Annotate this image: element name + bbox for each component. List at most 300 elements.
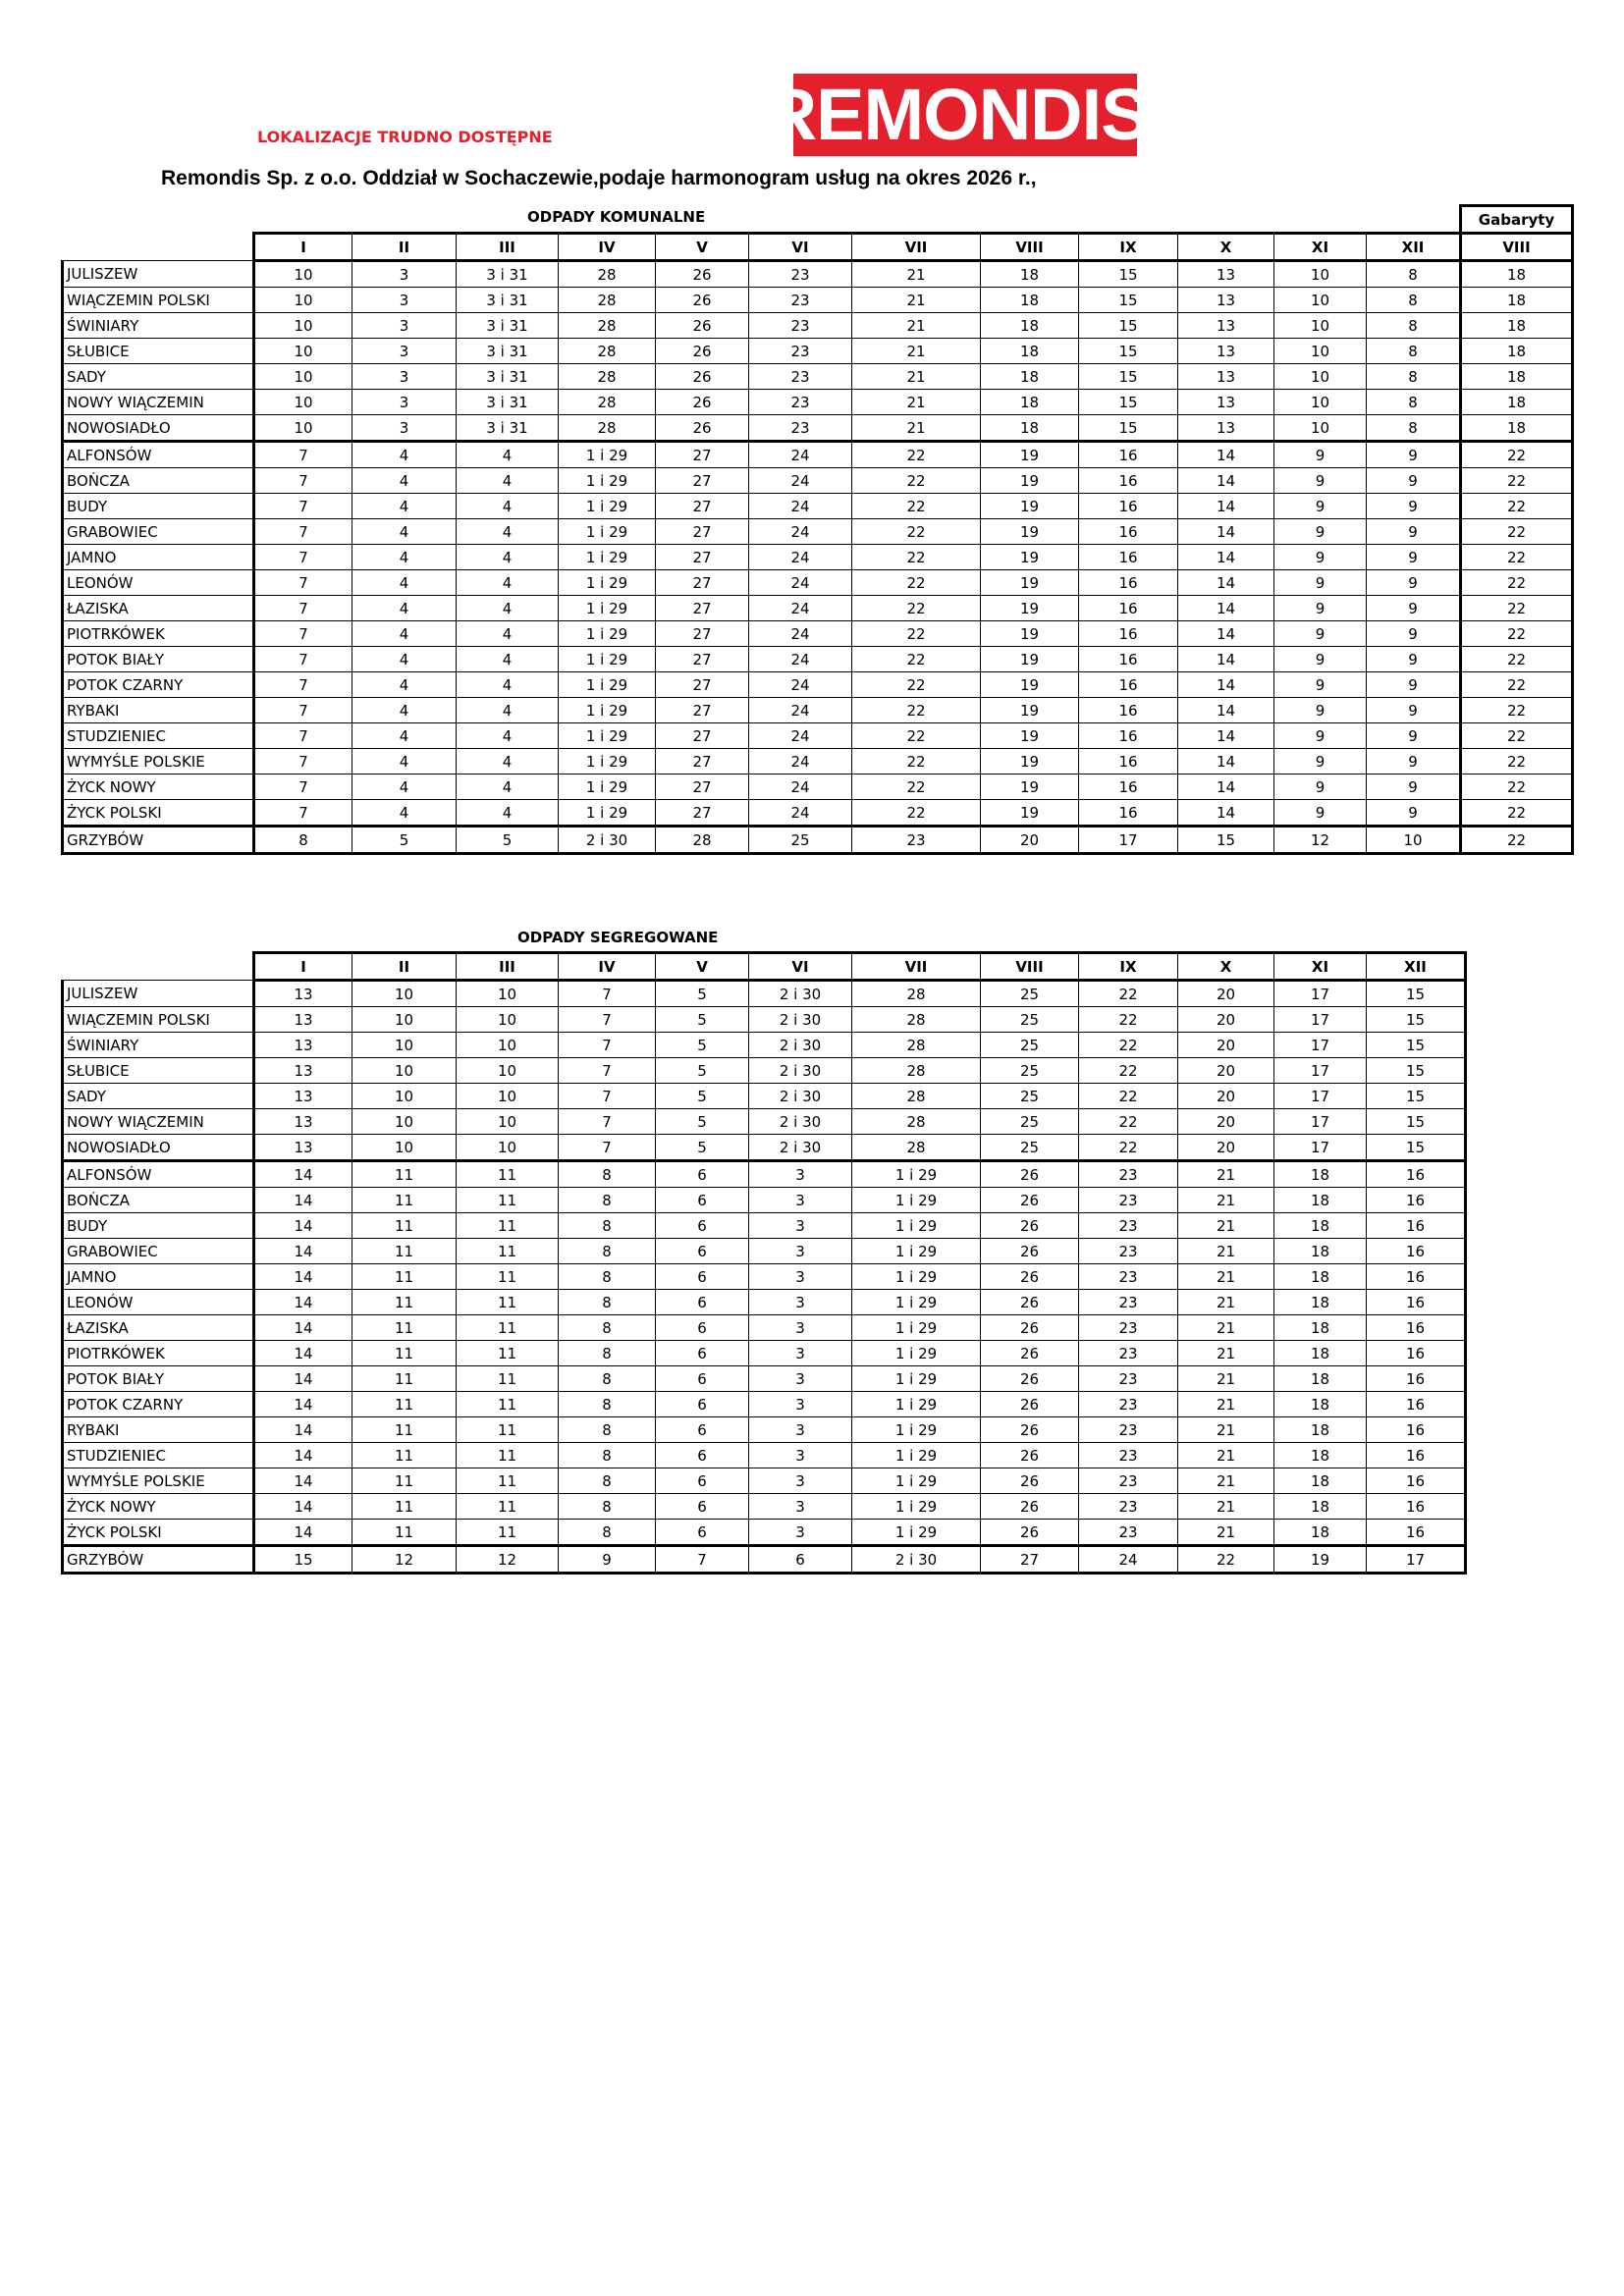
date-cell: 3 i 31 <box>457 364 559 390</box>
komunalne-table <box>61 204 1574 855</box>
date-cell: 4 <box>457 442 559 468</box>
month-header: I <box>254 234 352 261</box>
date-cell: 23 <box>1079 1290 1178 1315</box>
table-row <box>63 981 1466 1007</box>
date-cell: 21 <box>1178 1392 1274 1417</box>
location-name: WIĄCZEMIN POLSKI <box>63 288 254 313</box>
date-cell: 21 <box>1178 1264 1274 1290</box>
date-cell: 2 i 30 <box>749 1135 852 1161</box>
date-cell: 4 <box>352 800 457 827</box>
date-cell: 16 <box>1079 774 1178 800</box>
date-cell: 4 <box>352 570 457 596</box>
date-cell: 22 <box>852 749 981 774</box>
table-row <box>63 570 1573 596</box>
date-cell: 25 <box>981 1058 1079 1084</box>
date-cell: 3 <box>352 288 457 313</box>
date-cell: 6 <box>656 1417 749 1443</box>
date-cell: 26 <box>981 1366 1079 1392</box>
date-cell: 9 <box>1274 545 1367 570</box>
date-cell: 5 <box>656 1007 749 1033</box>
date-cell: 28 <box>559 415 656 442</box>
date-cell: 25 <box>981 981 1079 1007</box>
date-cell: 23 <box>1079 1366 1178 1392</box>
date-cell: 25 <box>981 1033 1079 1058</box>
date-cell: 19 <box>981 698 1079 723</box>
date-cell: 3 <box>749 1494 852 1520</box>
location-name: RYBAKI <box>63 1417 254 1443</box>
date-cell: 9 <box>1367 570 1461 596</box>
location-name: SŁUBICE <box>63 339 254 364</box>
table-row <box>63 1494 1466 1520</box>
table-row <box>63 1135 1466 1161</box>
table-row <box>63 1188 1466 1213</box>
date-cell: 11 <box>457 1494 559 1520</box>
date-cell: 16 <box>1367 1290 1466 1315</box>
date-cell: 9 <box>1367 749 1461 774</box>
date-cell: 28 <box>852 1033 981 1058</box>
date-cell: 11 <box>352 1315 457 1341</box>
date-cell: 1 i 29 <box>852 1520 981 1546</box>
date-cell: 3 <box>749 1213 852 1239</box>
date-cell: 8 <box>559 1468 656 1494</box>
date-cell: 26 <box>656 339 749 364</box>
date-cell: 15 <box>1367 1007 1466 1033</box>
date-cell: 22 <box>852 647 981 672</box>
date-cell: 6 <box>749 1546 852 1574</box>
date-cell: 26 <box>656 364 749 390</box>
date-cell: 7 <box>559 1007 656 1033</box>
location-name: STUDZIENIEC <box>63 1443 254 1468</box>
date-cell: 2 i 30 <box>559 827 656 854</box>
month-header: I <box>254 953 352 981</box>
date-cell: 24 <box>749 570 852 596</box>
date-cell: 8 <box>1367 288 1461 313</box>
date-cell: 14 <box>254 1443 352 1468</box>
date-cell: 8 <box>559 1290 656 1315</box>
date-cell: 27 <box>656 647 749 672</box>
date-cell: 22 <box>1079 1135 1178 1161</box>
location-name: SADY <box>63 1084 254 1109</box>
date-cell: 4 <box>352 749 457 774</box>
date-cell: 7 <box>559 1084 656 1109</box>
date-cell: 14 <box>1178 494 1274 519</box>
date-cell: 19 <box>981 749 1079 774</box>
date-cell: 27 <box>656 596 749 621</box>
date-cell: 21 <box>1178 1290 1274 1315</box>
date-cell: 8 <box>559 1341 656 1366</box>
date-cell: 23 <box>1079 1213 1178 1239</box>
date-cell: 24 <box>749 698 852 723</box>
date-cell: 27 <box>656 698 749 723</box>
table-row <box>63 647 1573 672</box>
date-cell: 22 <box>852 698 981 723</box>
date-cell: 15 <box>1079 288 1178 313</box>
date-cell: 2 i 30 <box>749 1033 852 1058</box>
date-cell: 9 <box>1367 596 1461 621</box>
date-cell: 13 <box>1178 261 1274 288</box>
date-cell: 3 <box>352 261 457 288</box>
location-name: SADY <box>63 364 254 390</box>
date-cell: 6 <box>656 1188 749 1213</box>
date-cell: 9 <box>1274 570 1367 596</box>
date-cell: 9 <box>1274 494 1367 519</box>
date-cell: 22 <box>852 672 981 698</box>
table-row <box>63 1084 1466 1109</box>
date-cell: 6 <box>656 1494 749 1520</box>
date-cell: 2 i 30 <box>749 1084 852 1109</box>
date-cell: 21 <box>1178 1494 1274 1520</box>
table-row <box>63 1033 1466 1058</box>
date-cell: 8 <box>1367 261 1461 288</box>
date-cell: 3 <box>352 390 457 415</box>
date-cell: 22 <box>1461 494 1573 519</box>
month-header: VI <box>749 234 852 261</box>
date-cell: 23 <box>1079 1520 1178 1546</box>
date-cell: 20 <box>981 827 1079 854</box>
date-cell: 22 <box>1461 596 1573 621</box>
date-cell: 21 <box>852 364 981 390</box>
date-cell: 1 i 29 <box>559 621 656 647</box>
date-cell: 8 <box>559 1213 656 1239</box>
date-cell: 9 <box>1367 723 1461 749</box>
date-cell: 1 i 29 <box>559 647 656 672</box>
table-row <box>63 1109 1466 1135</box>
date-cell: 1 i 29 <box>559 468 656 494</box>
date-cell: 11 <box>352 1264 457 1290</box>
date-cell: 6 <box>656 1468 749 1494</box>
date-cell: 22 <box>852 774 981 800</box>
date-cell: 21 <box>1178 1161 1274 1188</box>
date-cell: 24 <box>749 596 852 621</box>
location-name: WYMYŚLE POLSKIE <box>63 1468 254 1494</box>
date-cell: 19 <box>981 442 1079 468</box>
date-cell: 19 <box>981 570 1079 596</box>
date-cell: 28 <box>559 339 656 364</box>
date-cell: 4 <box>352 672 457 698</box>
date-cell: 8 <box>1367 415 1461 442</box>
date-cell: 24 <box>749 468 852 494</box>
date-cell: 1 i 29 <box>852 1494 981 1520</box>
komunalne-label: ODPADY KOMUNALNE <box>527 208 706 226</box>
date-cell: 27 <box>656 468 749 494</box>
table-row <box>63 1161 1466 1188</box>
date-cell: 9 <box>1274 774 1367 800</box>
date-cell: 15 <box>254 1546 352 1574</box>
date-cell: 6 <box>656 1443 749 1468</box>
date-cell: 4 <box>457 774 559 800</box>
date-cell: 21 <box>852 415 981 442</box>
date-cell: 8 <box>559 1264 656 1290</box>
table-row <box>63 1264 1466 1290</box>
date-cell: 4 <box>457 698 559 723</box>
date-cell: 15 <box>1079 261 1178 288</box>
date-cell: 8 <box>559 1239 656 1264</box>
date-cell: 4 <box>352 519 457 545</box>
date-cell: 25 <box>981 1084 1079 1109</box>
table-row <box>63 1213 1466 1239</box>
date-cell: 16 <box>1367 1213 1466 1239</box>
date-cell: 21 <box>1178 1366 1274 1392</box>
date-cell: 23 <box>749 364 852 390</box>
date-cell: 22 <box>852 723 981 749</box>
date-cell: 28 <box>559 364 656 390</box>
date-cell: 14 <box>254 1264 352 1290</box>
date-cell: 15 <box>1367 1084 1466 1109</box>
date-cell: 10 <box>457 1058 559 1084</box>
date-cell: 14 <box>254 1188 352 1213</box>
date-cell: 24 <box>749 723 852 749</box>
date-cell: 19 <box>981 621 1079 647</box>
date-cell: 18 <box>1274 1392 1367 1417</box>
date-cell: 18 <box>1274 1341 1367 1366</box>
date-cell: 6 <box>656 1290 749 1315</box>
location-name: WIĄCZEMIN POLSKI <box>63 1007 254 1033</box>
date-cell: 15 <box>1367 1135 1466 1161</box>
date-cell: 4 <box>352 647 457 672</box>
date-cell: 5 <box>656 1135 749 1161</box>
date-cell: 13 <box>1178 364 1274 390</box>
date-cell: 18 <box>1274 1520 1367 1546</box>
date-cell: 3 i 31 <box>457 313 559 339</box>
table-row <box>63 339 1573 364</box>
date-cell: 23 <box>749 261 852 288</box>
date-cell: 26 <box>981 1188 1079 1213</box>
date-cell: 17 <box>1274 1058 1367 1084</box>
table-row <box>63 288 1573 313</box>
date-cell: 7 <box>656 1546 749 1574</box>
date-cell: 17 <box>1274 1007 1367 1033</box>
date-cell: 18 <box>1461 313 1573 339</box>
date-cell: 23 <box>1079 1417 1178 1443</box>
month-header: VIII <box>981 234 1079 261</box>
date-cell: 13 <box>1178 415 1274 442</box>
date-cell: 11 <box>352 1341 457 1366</box>
date-cell: 16 <box>1367 1468 1466 1494</box>
date-cell: 16 <box>1079 596 1178 621</box>
date-cell: 15 <box>1079 390 1178 415</box>
date-cell: 18 <box>1274 1213 1367 1239</box>
date-cell: 22 <box>852 442 981 468</box>
date-cell: 10 <box>352 981 457 1007</box>
month-header: X <box>1178 953 1274 981</box>
date-cell: 1 i 29 <box>852 1264 981 1290</box>
date-cell: 16 <box>1367 1366 1466 1392</box>
date-cell: 16 <box>1367 1161 1466 1188</box>
date-cell: 19 <box>981 647 1079 672</box>
date-cell: 14 <box>254 1290 352 1315</box>
date-cell: 7 <box>254 596 352 621</box>
date-cell: 10 <box>352 1135 457 1161</box>
date-cell: 13 <box>1178 288 1274 313</box>
date-cell: 14 <box>254 1468 352 1494</box>
date-cell: 22 <box>1461 749 1573 774</box>
location-name: JAMNO <box>63 1264 254 1290</box>
date-cell: 4 <box>457 596 559 621</box>
table-row <box>63 494 1573 519</box>
date-cell: 10 <box>1274 390 1367 415</box>
table-row <box>63 1315 1466 1341</box>
date-cell: 8 <box>559 1494 656 1520</box>
month-header: VI <box>749 953 852 981</box>
date-cell: 3 <box>749 1520 852 1546</box>
date-cell: 17 <box>1274 981 1367 1007</box>
date-cell: 12 <box>352 1546 457 1574</box>
date-cell: 13 <box>254 1135 352 1161</box>
date-cell: 18 <box>1274 1264 1367 1290</box>
date-cell: 26 <box>981 1341 1079 1366</box>
date-cell: 7 <box>559 1058 656 1084</box>
date-cell: 23 <box>749 313 852 339</box>
location-name: ALFONSÓW <box>63 442 254 468</box>
date-cell: 20 <box>1178 1084 1274 1109</box>
date-cell: 14 <box>1178 621 1274 647</box>
date-cell: 15 <box>1079 364 1178 390</box>
date-cell: 25 <box>749 827 852 854</box>
date-cell: 8 <box>1367 313 1461 339</box>
month-header: VIII <box>1461 234 1573 261</box>
date-cell: 25 <box>981 1007 1079 1033</box>
table-row <box>63 621 1573 647</box>
date-cell: 3 <box>749 1392 852 1417</box>
date-cell: 11 <box>352 1239 457 1264</box>
date-cell: 14 <box>254 1366 352 1392</box>
location-name: JULISZEW <box>63 261 254 288</box>
table-row <box>63 364 1573 390</box>
table-row <box>63 596 1573 621</box>
date-cell: 10 <box>352 1058 457 1084</box>
date-cell: 16 <box>1367 1315 1466 1341</box>
date-cell: 4 <box>352 545 457 570</box>
logo-text: REMONDIS <box>764 74 1149 155</box>
date-cell: 20 <box>1178 1058 1274 1084</box>
date-cell: 18 <box>981 415 1079 442</box>
location-name: SŁUBICE <box>63 1058 254 1084</box>
date-cell: 11 <box>457 1520 559 1546</box>
date-cell: 8 <box>1367 390 1461 415</box>
date-cell: 9 <box>1274 723 1367 749</box>
date-cell: 17 <box>1079 827 1178 854</box>
date-cell: 21 <box>1178 1417 1274 1443</box>
date-cell: 9 <box>1274 800 1367 827</box>
date-cell: 10 <box>457 1109 559 1135</box>
date-cell: 22 <box>1461 468 1573 494</box>
date-cell: 10 <box>457 981 559 1007</box>
date-cell: 26 <box>981 1264 1079 1290</box>
date-cell: 26 <box>656 288 749 313</box>
date-cell: 14 <box>254 1315 352 1341</box>
location-name: ŁAZISKA <box>63 596 254 621</box>
date-cell: 27 <box>656 749 749 774</box>
month-header: II <box>352 234 457 261</box>
date-cell: 10 <box>1274 313 1367 339</box>
date-cell: 18 <box>1461 339 1573 364</box>
date-cell: 2 i 30 <box>749 1058 852 1084</box>
date-cell: 24 <box>749 442 852 468</box>
date-cell: 15 <box>1178 827 1274 854</box>
month-header: XI <box>1274 953 1367 981</box>
date-cell: 16 <box>1367 1239 1466 1264</box>
date-cell: 9 <box>1274 749 1367 774</box>
date-cell: 22 <box>1079 981 1178 1007</box>
date-cell: 2 i 30 <box>749 1007 852 1033</box>
date-cell: 3 <box>749 1290 852 1315</box>
date-cell: 22 <box>1461 800 1573 827</box>
date-cell: 25 <box>981 1135 1079 1161</box>
date-cell: 11 <box>457 1366 559 1392</box>
date-cell: 18 <box>981 339 1079 364</box>
date-cell: 23 <box>1079 1239 1178 1264</box>
date-cell: 22 <box>1079 1084 1178 1109</box>
date-cell: 18 <box>981 364 1079 390</box>
date-cell: 4 <box>352 596 457 621</box>
date-cell: 24 <box>749 494 852 519</box>
location-name: ALFONSÓW <box>63 1161 254 1188</box>
date-cell: 13 <box>1178 313 1274 339</box>
date-cell: 10 <box>1367 827 1461 854</box>
date-cell: 15 <box>1079 339 1178 364</box>
date-cell: 22 <box>1461 519 1573 545</box>
date-cell: 13 <box>254 981 352 1007</box>
date-cell: 10 <box>352 1109 457 1135</box>
date-cell: 27 <box>656 774 749 800</box>
date-cell: 6 <box>656 1264 749 1290</box>
location-name: PIOTRKÓWEK <box>63 1341 254 1366</box>
date-cell: 10 <box>352 1007 457 1033</box>
table-row <box>63 1366 1466 1392</box>
date-cell: 19 <box>981 774 1079 800</box>
date-cell: 7 <box>559 1033 656 1058</box>
table-row <box>63 545 1573 570</box>
table-row <box>63 698 1573 723</box>
date-cell: 4 <box>457 545 559 570</box>
date-cell: 16 <box>1367 1520 1466 1546</box>
table-row <box>63 390 1573 415</box>
segregowane-table <box>61 951 1467 1575</box>
date-cell: 3 <box>749 1239 852 1264</box>
location-name: ŻYCK POLSKI <box>63 1520 254 1546</box>
date-cell: 8 <box>559 1443 656 1468</box>
gabaryty-header: Gabaryty <box>1461 206 1573 234</box>
date-cell: 8 <box>559 1366 656 1392</box>
date-cell: 22 <box>852 800 981 827</box>
date-cell: 15 <box>1079 415 1178 442</box>
date-cell: 18 <box>1274 1161 1367 1188</box>
date-cell: 24 <box>749 800 852 827</box>
date-cell: 21 <box>1178 1239 1274 1264</box>
date-cell: 18 <box>1274 1366 1367 1392</box>
location-name: POTOK CZARNY <box>63 1392 254 1417</box>
table-row <box>63 800 1573 827</box>
date-cell: 14 <box>1178 545 1274 570</box>
month-header: IX <box>1079 234 1178 261</box>
date-cell: 10 <box>254 390 352 415</box>
date-cell: 3 <box>749 1315 852 1341</box>
date-cell: 7 <box>254 570 352 596</box>
table-row <box>63 261 1573 288</box>
month-header: VII <box>852 953 981 981</box>
date-cell: 18 <box>1461 415 1573 442</box>
table-row <box>63 1468 1466 1494</box>
date-cell: 14 <box>1178 774 1274 800</box>
date-cell: 11 <box>352 1392 457 1417</box>
date-cell: 23 <box>1079 1341 1178 1366</box>
date-cell: 10 <box>457 1084 559 1109</box>
date-cell: 9 <box>1274 621 1367 647</box>
date-cell: 9 <box>1367 545 1461 570</box>
date-cell: 22 <box>852 570 981 596</box>
date-cell: 15 <box>1367 1109 1466 1135</box>
date-cell: 14 <box>1178 800 1274 827</box>
